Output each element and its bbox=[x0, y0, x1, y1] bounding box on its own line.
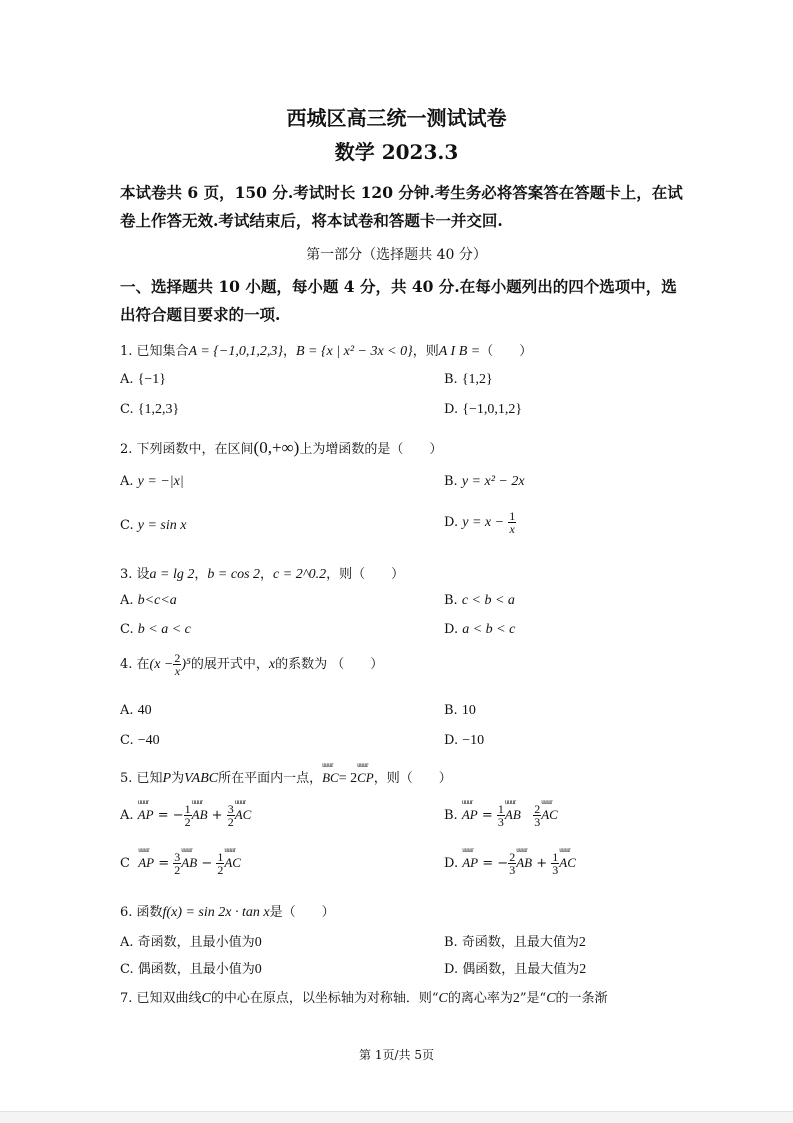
question-2-option-c[interactable]: C. y = sin x bbox=[120, 518, 187, 533]
question-3-option-d[interactable]: D. a < b < c bbox=[444, 622, 516, 637]
question-5-option-d[interactable]: D. uuur AP = − $\frac{2}{3}$ uuur AB + $\frac{1}{3}$ uuur AC bbox=[444, 851, 576, 876]
question-6-option-c[interactable]: C. 偶函数，且最小值为0 bbox=[120, 962, 262, 977]
instructions-line-1: 本试卷共 6 页，150 分.考试时长 120 分钟.考生务必将答案答在答题卡上，在试 bbox=[120, 183, 683, 202]
question-3-stem: 3. 设a = lg 2，b = cos 2，c = 2^0.2，则（ ） bbox=[120, 567, 405, 582]
question-5-option-b[interactable]: B. uuur AP = $\frac{1}{3}$ uuur AB $\frac{2}{3}$ uuur AC bbox=[444, 803, 558, 828]
question-1-option-a[interactable]: A. {−1} bbox=[120, 372, 167, 387]
question-2-option-a[interactable]: A. y = −|x| bbox=[120, 474, 184, 489]
section-intro-line-1: 一、选择题共 10 小题，每小题 4 分，共 40 分.在每小题列出的四个选项中，选 bbox=[120, 277, 677, 296]
question-4-option-d[interactable]: D. −10 bbox=[444, 733, 485, 748]
question-1-option-c[interactable]: C. {1,2,3} bbox=[120, 402, 180, 417]
question-4-option-b[interactable]: B. 10 bbox=[444, 703, 476, 718]
question-6-stem: 6. 函数f(x) = sin 2x · tan x是（ ） bbox=[120, 905, 335, 920]
question-1-option-d[interactable]: D. {−1,0,1,2} bbox=[444, 402, 523, 417]
question-5-stem: 5. 已知P为VABC所在平面内一点，uuur BC= 2uuur CP，则（ ） bbox=[120, 767, 452, 787]
question-4-option-c[interactable]: C. −40 bbox=[120, 733, 160, 748]
question-7-stem: 7. 已知双曲线C的中心在原点，以坐标轴为对称轴．则“C的离心率为2”是“C的一条渐 bbox=[120, 991, 608, 1006]
question-2-option-b[interactable]: B. y = x² − 2x bbox=[444, 474, 525, 489]
question-4-stem: 4. 在(x − $\frac{2}{x}$ )⁵的展开式中，x的系数为 （ ） bbox=[120, 651, 384, 678]
exam-title: 西城区高三统一测试试卷 bbox=[286, 106, 507, 130]
instructions-line-2: 卷上作答无效.考试结束后，将本试卷和答题卡一并交回. bbox=[120, 211, 503, 230]
question-6-option-a[interactable]: A. 奇函数，且最小值为0 bbox=[120, 935, 262, 950]
section-intro-line-2: 出符合题目要求的一项. bbox=[120, 305, 281, 324]
question-2-option-d[interactable]: D. y = x − $\frac{1}{x}$ bbox=[444, 509, 516, 536]
exam-subtitle: 数学 2023.3 bbox=[334, 140, 459, 164]
question-5-option-c[interactable]: C uuur AP = $\frac{3}{2}$ uuur AB − $\frac{1}{2}$ uuur AC bbox=[120, 851, 241, 876]
question-3-option-a[interactable]: A. b<c<a bbox=[120, 593, 177, 608]
bottom-scrollbar-strip bbox=[0, 1111, 793, 1123]
question-3-option-c[interactable]: C. b < a < c bbox=[120, 622, 191, 637]
question-6-option-b[interactable]: B. 奇函数，且最大值为2 bbox=[444, 935, 586, 950]
part-title: 第一部分（选择题共 40 分） bbox=[306, 247, 487, 263]
question-2-stem: 2. 下列函数中，在区间(0,+∞)上为增函数的是（ ） bbox=[120, 438, 443, 457]
question-1-option-b[interactable]: B. {1,2} bbox=[444, 372, 493, 387]
question-3-option-b[interactable]: B. c < b < a bbox=[444, 593, 515, 608]
question-1-stem: 1. 已知集合A = {−1,0,1,2,3}，B = {x | x² − 3x < 0}，则A I B =（ ） bbox=[120, 344, 533, 359]
question-4-option-a[interactable]: A. 40 bbox=[120, 703, 152, 718]
question-5-option-a[interactable]: A. uuur AP = − $\frac{1}{2}$ uuur AB + $\frac{3}{2}$ uuur AC bbox=[120, 803, 251, 828]
question-6-option-d[interactable]: D. 偶函数，且最大值为2 bbox=[444, 962, 587, 977]
page-footer: 第 1页/共 5页 bbox=[359, 1048, 434, 1062]
